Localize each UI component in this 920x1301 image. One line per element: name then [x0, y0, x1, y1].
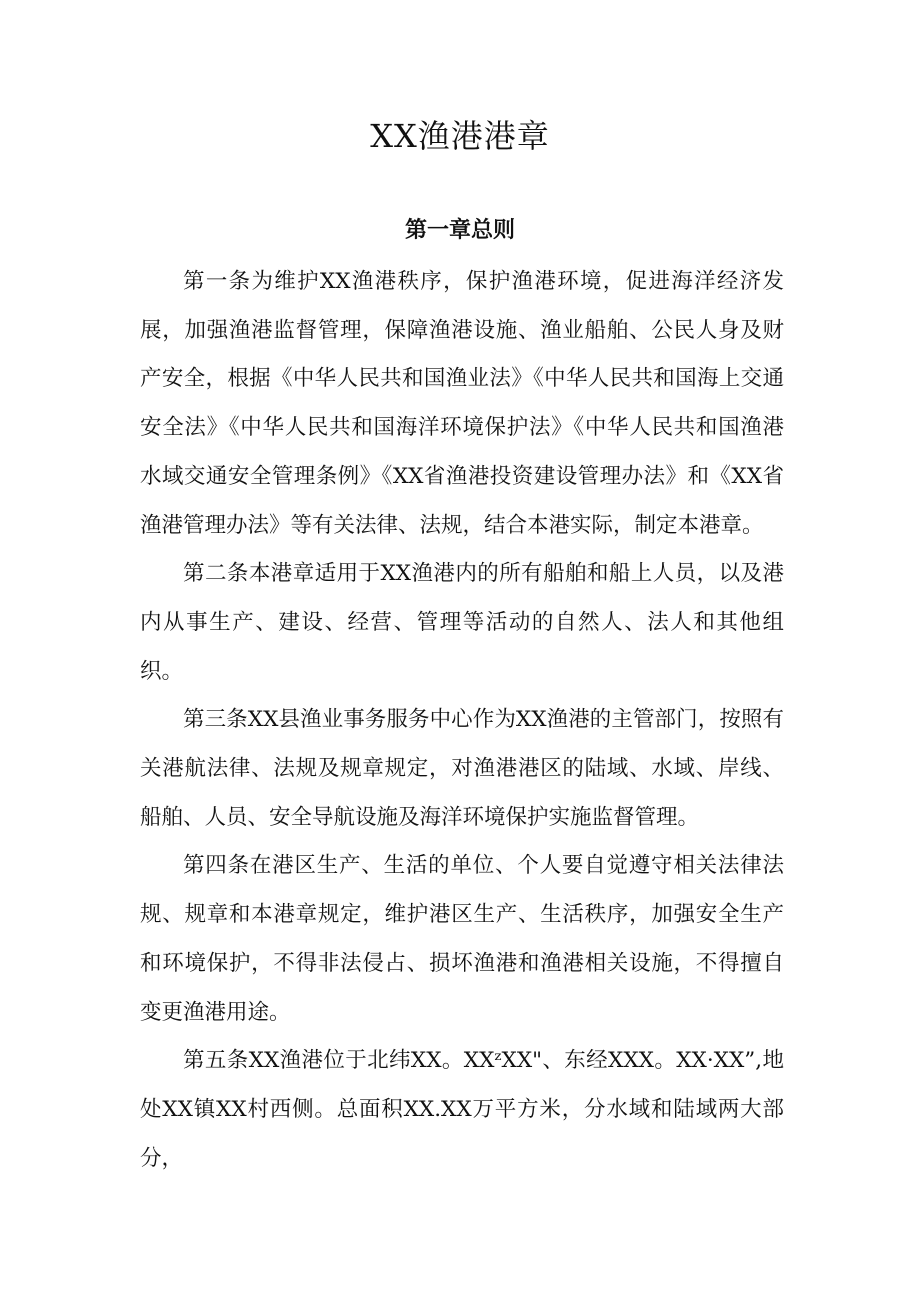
article-4-paragraph: 第四条在港区生产、生活的单位、个人要自觉遵守相关法律法规、规章和本港章规定，维护港区生产、生活秩序，加强安全生产和环境保护，不得非法侵占、损坏渔港和渔港相关设施，不得擅自变更渔港用途。	[140, 853, 784, 1025]
document-title: XX渔港港章	[370, 117, 550, 155]
document-body	[140, 258, 784, 1183]
article-3-paragraph: 第三条XX县渔业事务服务中心作为XX渔港的主管部门，按照有关港航法律、法规及规章规定，对渔港港区的陆域、水域、岸线、船舶、人员、安全导航设施及海洋环境保护实施监督管理。	[140, 707, 784, 830]
chapter-heading: 第一章总则	[404, 218, 515, 243]
article-5-paragraph: 第五条XX渔港位于北纬XX。XXᶻXX"、东经XXX。XX·XX”,地处XX镇XX村西侧。总面积XX.XX万平方米，分水域和陆域两大部分，	[140, 1048, 784, 1171]
article-2-paragraph: 第二条本港章适用于XX渔港内的所有船舶和船上人员，以及港内从事生产、建设、经营、管理等活动的自然人、法人和其他组织。	[140, 561, 784, 684]
article-1-paragraph: 第一条为维护XX渔港秩序，保护渔港环境，促进海洋经济发展，加强渔港监督管理，保障渔港设施、渔业船舶、公民人身及财产安全，根据《中华人民共和国渔业法》《中华人民共和国海上交通安全法》《中华人民共和国海洋环境保护法》《中华人民共和国渔港水域交通安全管理条例》《XX省渔港投资建设管理办法》和《XX省渔港管理办法》等有关法律、法规，结合本港实际，制定本港章。	[140, 269, 784, 538]
